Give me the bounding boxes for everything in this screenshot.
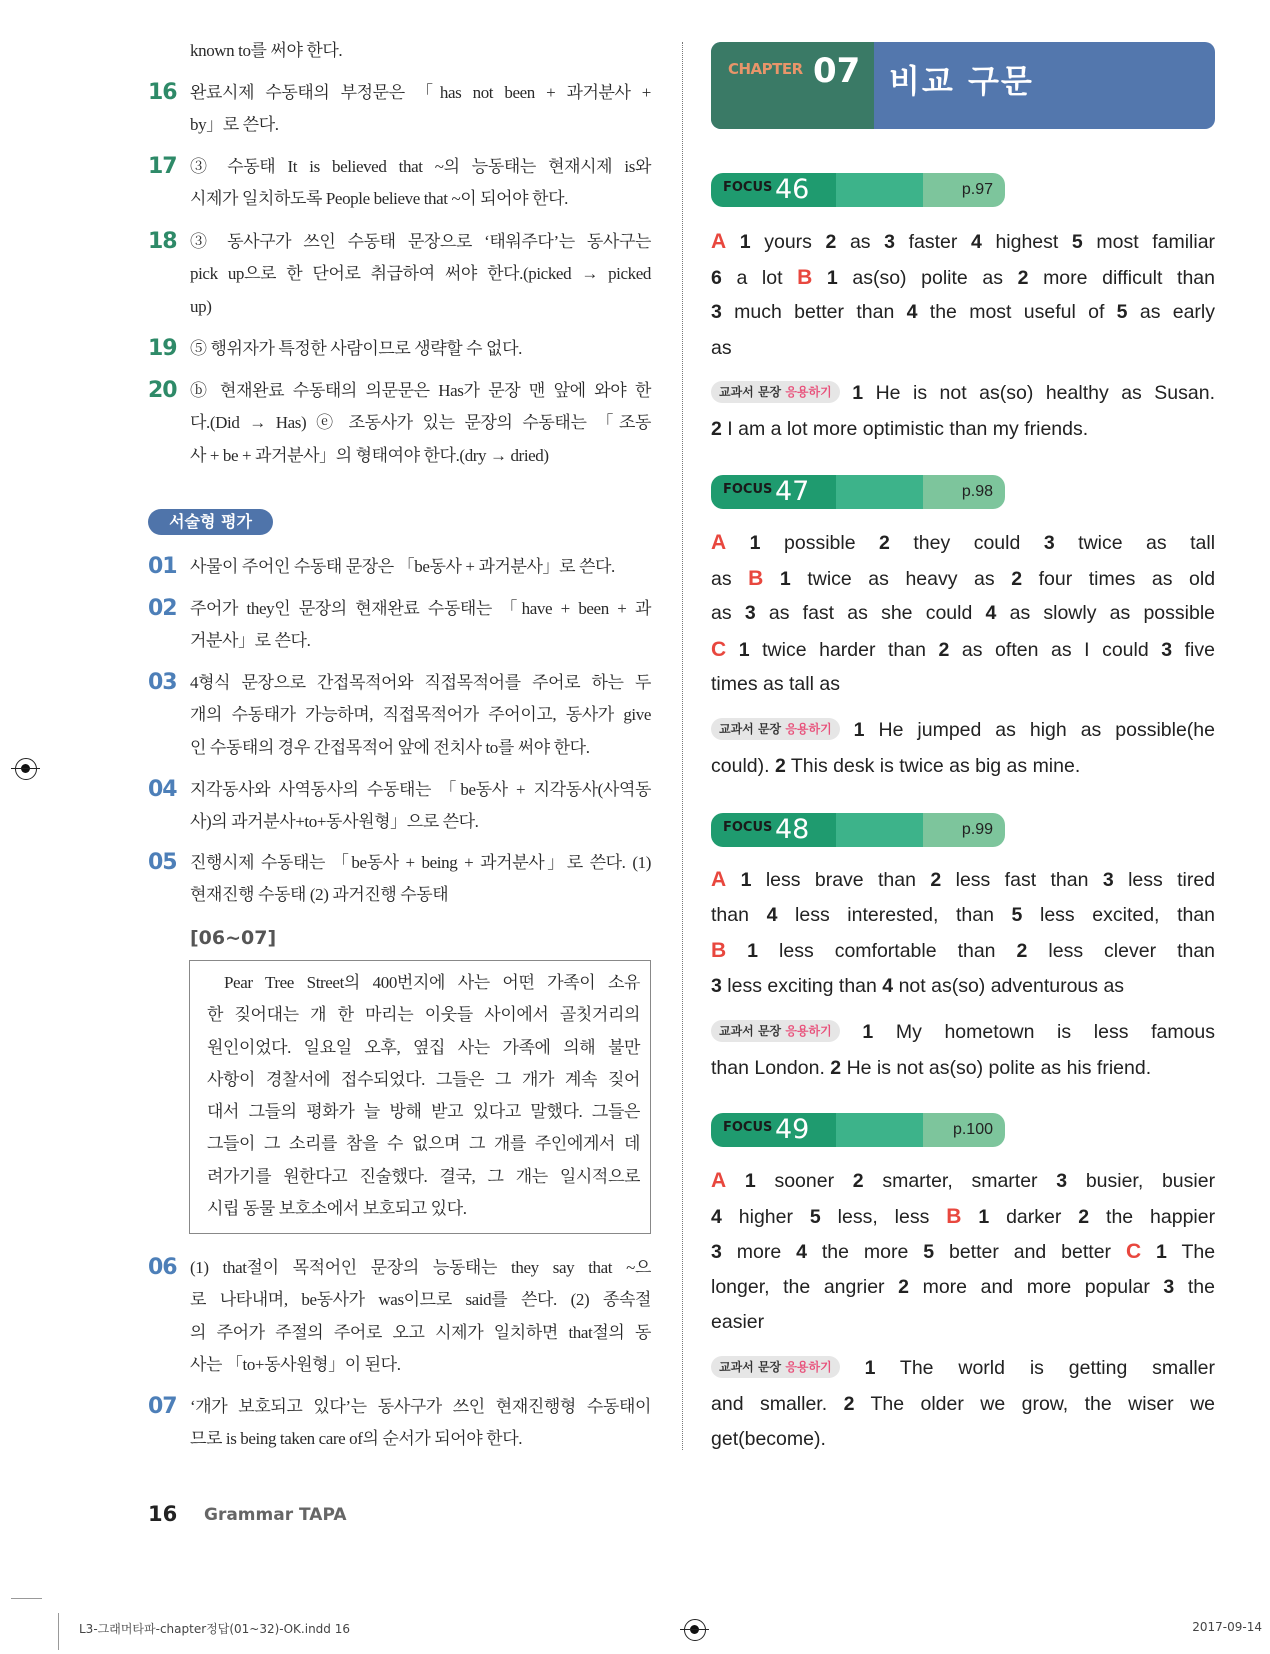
item-number: 1 [779, 567, 791, 590]
answer-text: less, less [837, 1205, 930, 1228]
answer-line [711, 596, 1215, 632]
answer-text: He is not as(so) healthy as Susan. [875, 382, 1215, 404]
textbook-badge [711, 1356, 840, 1378]
textbook-badge-highlight: 응용하기 [785, 1360, 832, 1374]
answer-line: up) [190, 296, 212, 316]
focus-page-segment [923, 173, 1005, 207]
answer-text: easier [711, 1311, 765, 1334]
answer-line [711, 561, 1215, 597]
passage-label: [06~07] [190, 927, 277, 949]
exercise-letter: B [946, 1204, 962, 1228]
answer-text: This desk is twice as big as mine. [790, 754, 1081, 777]
answer-text: I am a lot more optimistic than my friends. [727, 417, 1089, 440]
answer-line: 사물이 주어인 수동태 문장은 「be동사 + 과거분사」로 쓴다. [190, 557, 615, 576]
exercise-letter: C [711, 637, 727, 661]
item-number: 4 [906, 301, 918, 324]
item-number: 5 [923, 1241, 935, 1264]
passage-box [189, 960, 651, 1234]
focus-page-ref: p.100 [952, 1121, 993, 1138]
answer-text: yours [764, 231, 812, 253]
item-number: 1 [853, 719, 865, 741]
answer-text: highest [995, 231, 1059, 253]
answer-text: sooner [774, 1170, 835, 1192]
answer-block [711, 224, 1215, 366]
answer-text: My hometown is less famous [895, 1021, 1216, 1043]
textbook-line [711, 1351, 1215, 1387]
answer-number: 18 [148, 229, 177, 254]
exercise-letter: A [711, 531, 727, 554]
item-number: 4 [882, 974, 894, 997]
answer-text: less fast than [955, 869, 1089, 891]
textbook-line [711, 1015, 1215, 1051]
answer-line [711, 1163, 1215, 1199]
item-number: 4 [711, 1205, 722, 1228]
answer-text: as slowly as possible [1009, 602, 1215, 625]
passage-line: 대서 그들의 평화가 늘 방해 받고 있다고 말했다. 그들은 [207, 1102, 640, 1122]
item-number: 4 [970, 231, 982, 253]
answer-line: 사는 「to+동사원형」이 된다. [190, 1354, 401, 1374]
answer-text: twice as tall [1078, 532, 1216, 554]
answer-text: less clever than [1048, 940, 1216, 963]
textbook-badge-label: 교과서 문장 [719, 1360, 782, 1374]
column-divider [682, 42, 683, 1450]
answer-text: possible [784, 532, 856, 554]
item-number: 3 [711, 301, 722, 324]
answer-block [711, 862, 1215, 1004]
answer-line [711, 295, 1215, 331]
answer-line [711, 1270, 1215, 1306]
item-number: 1 [978, 1205, 990, 1228]
answer-text: twice harder than [762, 638, 926, 661]
answer-line: 로 나타내며, be동사가 was이므로 said를 쓴다. (2) 종속절 [190, 1290, 651, 1310]
item-number: 4 [766, 903, 778, 926]
item-number: 1 [744, 1170, 756, 1192]
focus-number: 47 [775, 476, 810, 507]
answer-line: (1) that절이 목적어인 문장의 능동태는 they say that ~으 [190, 1258, 651, 1277]
focus-word: FOCUS [723, 1120, 773, 1135]
focus-bar-49 [711, 1113, 1005, 1147]
answer-text: five [1184, 638, 1215, 661]
answer-text: not as(so) adventurous as [898, 974, 1125, 997]
answer-text [190, 667, 651, 764]
answer-line: 사)의 과거분사+to+동사원형」으로 쓴다. [190, 812, 479, 832]
answer-line [711, 1199, 1215, 1235]
answer-text: the happier [1106, 1205, 1216, 1228]
answer-text [190, 551, 651, 583]
chapter-header [711, 42, 1215, 129]
answer-text: as [711, 602, 732, 625]
focus-page-ref: p.98 [961, 483, 993, 500]
textbook-sentence-block [711, 376, 1215, 447]
answer-text: much better than [734, 301, 895, 324]
textbook-badge [711, 381, 840, 403]
answer-text [190, 35, 651, 67]
answer-text: and smaller. [711, 1392, 828, 1415]
passage-line: 그들이 그 소리를 참을 수 없으며 그 개를 주인에게서 데 [207, 1134, 640, 1154]
answer-text: as [849, 231, 871, 253]
item-number: 4 [796, 1241, 807, 1264]
answer-text: as fast as she could [768, 602, 973, 625]
answer-line [711, 1234, 1215, 1270]
footer-page-number: 16 [148, 1502, 178, 1526]
chapter-number: 07 [813, 51, 861, 91]
item-number: 3 [744, 602, 756, 625]
item-number: 2 [1078, 1205, 1090, 1228]
item-number: 1 [740, 869, 752, 891]
item-number: 2 [774, 754, 786, 777]
textbook-badge-highlight: 응용하기 [785, 385, 832, 399]
answer-text [190, 151, 651, 216]
item-number: 1 [747, 940, 759, 963]
focus-middle-segment [836, 475, 923, 509]
answer-line [711, 525, 1215, 561]
focus-page-ref: p.97 [961, 181, 993, 198]
answer-line [711, 898, 1215, 934]
focus-bar-47 [711, 475, 1005, 509]
answer-text: the [1187, 1275, 1215, 1298]
answer-text [190, 375, 651, 472]
focus-page-segment [923, 475, 1005, 509]
textbook-badge [711, 718, 840, 740]
item-number: 3 [884, 231, 896, 253]
answer-text: more [736, 1241, 782, 1264]
answer-text: as(so) polite as [852, 266, 1003, 289]
answer-line: 사 + be + 과거분사」의 형태여야 한다.(dry → dried) [190, 445, 549, 465]
exercise-letter: A [711, 1169, 727, 1192]
passage-line: Pear Tree Street의 400번지에 사는 어떤 가족이 소유 [224, 973, 640, 992]
answer-text: as early [1139, 301, 1216, 324]
answer-line [711, 933, 1215, 969]
registration-mark-icon [684, 1619, 706, 1641]
answer-line: 완료시제 수동태의 부정문은 「has not been + 과거분사 + [190, 83, 651, 102]
item-number: 2 [930, 869, 942, 891]
answer-line [711, 260, 1215, 296]
focus-word: FOCUS [723, 820, 773, 835]
item-number: 2 [1011, 567, 1023, 590]
chapter-label: CHAPTER [728, 60, 803, 78]
focus-label-segment [711, 173, 836, 207]
answer-text: less brave than [765, 869, 916, 891]
textbook-line [711, 749, 1215, 785]
textbook-line [711, 1051, 1215, 1087]
item-number: 3 [1102, 869, 1114, 891]
item-number: 1 [1156, 1241, 1167, 1264]
answer-text [190, 847, 651, 912]
answer-number: 05 [148, 850, 177, 875]
focus-bar-46 [711, 173, 1005, 207]
answer-line [711, 969, 1215, 1005]
answer-text: than [711, 903, 749, 926]
answer-number: 16 [148, 80, 177, 105]
answer-text: less interested, than [795, 903, 994, 926]
answer-text: better and better [948, 1241, 1112, 1264]
answer-line: known to를 써야 한다. [190, 41, 343, 60]
answer-line: 지각동사와 사역동사의 수동태는 「be동사 + 지각동사(사역동 [190, 780, 651, 799]
answer-line [711, 667, 1215, 703]
item-number: 1 [862, 1021, 874, 1043]
focus-number: 46 [775, 174, 810, 205]
answer-line: 의 주어가 주절의 주어로 오고 시제가 일치하면 that절의 동 [190, 1322, 651, 1342]
textbook-badge-label: 교과서 문장 [719, 722, 782, 736]
answer-number: 01 [148, 554, 177, 579]
textbook-badge-highlight: 응용하기 [785, 1024, 832, 1038]
item-number: 1 [738, 638, 750, 661]
exercise-letter: B [748, 566, 764, 590]
textbook-line [711, 1422, 1215, 1458]
textbook-sentence-block [711, 1015, 1215, 1086]
answer-number: 02 [148, 596, 177, 621]
answer-text: less tired [1128, 869, 1216, 891]
focus-page-segment [923, 813, 1005, 847]
focus-middle-segment [836, 173, 923, 207]
answer-text: darker [1006, 1205, 1062, 1228]
item-number: 2 [830, 1056, 842, 1079]
item-number: 3 [1163, 1275, 1175, 1298]
item-number: 2 [879, 532, 890, 554]
answer-line: 4형식 문장으로 간접목적어와 직접목적어를 주어로 하는 두 [190, 673, 651, 692]
answer-line: by」로 쓴다. [190, 115, 279, 135]
item-number: 6 [711, 266, 722, 289]
focus-page-segment [923, 1113, 1005, 1147]
answer-line: 므로 is being taken care of의 순서가 되어야 한다. [190, 1429, 523, 1449]
passage-line: 사항이 경찰서에 접수되었다. 그들은 그 개가 계속 짖어 [207, 1069, 640, 1089]
focus-label-segment [711, 1113, 836, 1147]
slug-file-name: L3-그래머타파-chapter정답(01~32)-OK.indd 16 [79, 1622, 350, 1636]
item-number: 2 [938, 638, 950, 661]
answer-block [711, 1163, 1215, 1341]
exercise-letter: A [711, 868, 727, 891]
answer-line: ‘개가 보호되고 있다’는 동사구가 쓰인 현재진행형 수동태이 [190, 1397, 651, 1416]
item-number: 2 [843, 1392, 855, 1415]
answer-text [190, 1252, 651, 1381]
answer-number: 03 [148, 670, 177, 695]
textbook-badge [711, 1020, 840, 1042]
focus-middle-segment [836, 1113, 923, 1147]
exercise-letter: C [1125, 1240, 1142, 1264]
answer-number: 19 [148, 336, 177, 361]
item-number: 3 [1056, 1170, 1068, 1192]
answer-line [711, 862, 1215, 898]
answer-line [711, 224, 1215, 260]
answer-text: twice as heavy as [807, 567, 995, 590]
answer-line: ③ 수동태 It is believed that ~의 능동태는 현재시제 is와 [190, 157, 651, 176]
item-number: 2 [825, 231, 837, 253]
answer-number: 06 [148, 1255, 177, 1280]
item-number: 2 [1016, 940, 1028, 963]
answer-text: four times as old [1038, 567, 1216, 590]
answer-line [711, 331, 1215, 367]
answer-line: pick up으로 한 단어로 취급하여 써야 한다.(picked → picked [190, 264, 651, 284]
item-number: 2 [898, 1275, 909, 1298]
answer-text: more and more popular [922, 1275, 1150, 1298]
chapter-number-panel [711, 42, 874, 129]
answer-text: less comfortable than [779, 940, 996, 963]
answer-text: He is not as(so) polite as his friend. [846, 1056, 1152, 1079]
textbook-line [711, 376, 1215, 412]
answer-number: 17 [148, 154, 177, 179]
passage-line: 려가기를 원한다고 진술했다. 결국, 그 개는 일시적으로 [207, 1166, 640, 1186]
answer-line: ③ 동사구가 쓰인 수동태 문장으로 ‘태워주다’는 동사구는 [190, 232, 651, 251]
crop-mark [58, 1613, 59, 1650]
answer-line: ⓑ 현재완료 수동태의 의문문은 Has가 문장 맨 앞에 와야 한 [190, 381, 651, 400]
answer-number: 07 [148, 1394, 177, 1419]
answer-text: longer, the angrier [711, 1275, 885, 1298]
answer-line: 거분사」로 쓴다. [190, 631, 311, 651]
textbook-badge-label: 교과서 문장 [719, 385, 782, 399]
exercise-letter: A [711, 230, 727, 253]
textbook-line [711, 412, 1215, 448]
footer-book-title: Grammar TAPA [204, 1505, 347, 1525]
item-number: 1 [864, 1357, 876, 1379]
answer-text: more difficult than [1043, 266, 1215, 289]
item-number: 1 [739, 231, 751, 253]
answer-line: 개의 수동태가 가능하며, 직접목적어가 주어이고, 동사가 give [190, 705, 651, 725]
answer-text: get(become). [711, 1428, 826, 1451]
slug-date: 2017-09-14 [1192, 1620, 1262, 1634]
answer-text: higher [738, 1205, 793, 1228]
exercise-letter: B [797, 265, 813, 289]
answer-text: could). [711, 754, 770, 777]
item-number: 1 [826, 266, 838, 289]
textbook-sentence-block [711, 713, 1215, 784]
section-badge-descriptive-assessment: 서술형 평가 [148, 509, 273, 535]
item-number: 5 [1011, 903, 1023, 926]
item-number: 5 [1071, 231, 1083, 253]
focus-word: FOCUS [723, 482, 773, 497]
item-number: 4 [985, 602, 997, 625]
item-number: 1 [749, 532, 761, 554]
answer-text: as [711, 567, 732, 590]
item-number: 3 [711, 974, 722, 997]
answer-line [711, 632, 1215, 668]
answer-text: most familiar [1096, 231, 1216, 253]
answer-text: He jumped as high as possible(he [878, 719, 1215, 741]
answer-text: less exciting than [727, 974, 877, 997]
answer-text: as often as I could [961, 638, 1149, 661]
focus-number: 49 [775, 1114, 810, 1145]
answer-text [190, 1391, 651, 1456]
passage-line: 한 짖어대는 개 한 마리는 이웃들 사이에서 골칫거리의 [207, 1005, 640, 1025]
focus-page-ref: p.99 [961, 821, 993, 838]
answer-text [190, 226, 651, 323]
answer-text: the most useful of [929, 301, 1105, 324]
item-number: 3 [711, 1241, 722, 1264]
answer-text: than London. [711, 1056, 825, 1079]
answer-text [190, 333, 651, 365]
textbook-line [711, 713, 1215, 749]
exercise-letter: B [711, 939, 727, 963]
answer-number: 20 [148, 378, 177, 403]
focus-word: FOCUS [723, 180, 773, 195]
answer-text: The older we grow, the wiser we [870, 1392, 1215, 1415]
item-number: 2 [1017, 266, 1029, 289]
registration-mark-icon [15, 758, 37, 780]
textbook-sentence-block [711, 1351, 1215, 1458]
passage-line: 시립 동물 보호소에서 보호되고 있다. [207, 1199, 467, 1219]
textbook-badge-label: 교과서 문장 [719, 1024, 782, 1038]
answer-line: 다.(Did → Has) ⓔ 조동사가 있는 문장의 수동태는 「조동 [190, 413, 651, 433]
answer-text: they could [913, 532, 1021, 554]
answer-line: 인 수동태의 경우 간접목적어 앞에 전치사 to를 써야 한다. [190, 737, 590, 757]
answer-text [190, 593, 651, 658]
answer-line: ⑤ 행위자가 특정한 사람이므로 생략할 수 없다. [190, 339, 522, 358]
chapter-title: 비교 구문 [889, 62, 1034, 100]
textbook-line [711, 1387, 1215, 1423]
answer-text: smarter, smarter [882, 1170, 1038, 1192]
item-number: 5 [809, 1205, 821, 1228]
answer-text: The world is getting smaller [899, 1357, 1215, 1379]
item-number: 1 [852, 382, 864, 404]
focus-middle-segment [836, 813, 923, 847]
answer-text: less excited, than [1040, 903, 1216, 926]
passage-line: 원인이었다. 일요일 오후, 옆집 사는 가족에 의해 불만 [207, 1037, 640, 1057]
answer-text [190, 77, 651, 142]
answer-text [190, 774, 651, 839]
answer-line: 시제가 일치하도록 People believe that ~이 되어야 한다. [190, 189, 568, 209]
answer-block [711, 525, 1215, 703]
item-number: 2 [852, 1170, 864, 1192]
answer-text: times as tall as [711, 673, 840, 696]
answer-text: busier, busier [1085, 1170, 1216, 1192]
answer-line: 주어가 they인 문장의 현재완료 수동태는 「have + been + 과 [190, 599, 651, 618]
answer-line: 진행시제 수동태는 「be동사 + being + 과거분사」로 쓴다. (1) [190, 853, 651, 872]
answer-text: the more [821, 1241, 909, 1264]
answer-line [711, 1305, 1215, 1341]
item-number: 2 [711, 417, 722, 440]
answer-text: The [1181, 1241, 1216, 1264]
focus-number: 48 [775, 814, 810, 845]
answer-text: as [711, 336, 732, 359]
answer-number: 04 [148, 777, 177, 802]
item-number: 3 [1043, 532, 1055, 554]
answer-line: 현재진행 수동태 (2) 과거진행 수동태 [190, 885, 449, 905]
crop-mark [11, 1598, 42, 1599]
answer-text: a lot [736, 266, 783, 289]
textbook-badge-highlight: 응용하기 [785, 722, 832, 736]
item-number: 3 [1161, 638, 1173, 661]
answer-text: faster [908, 231, 958, 253]
focus-bar-48 [711, 813, 1005, 847]
focus-label-segment [711, 475, 836, 509]
focus-label-segment [711, 813, 836, 847]
item-number: 5 [1116, 301, 1128, 324]
